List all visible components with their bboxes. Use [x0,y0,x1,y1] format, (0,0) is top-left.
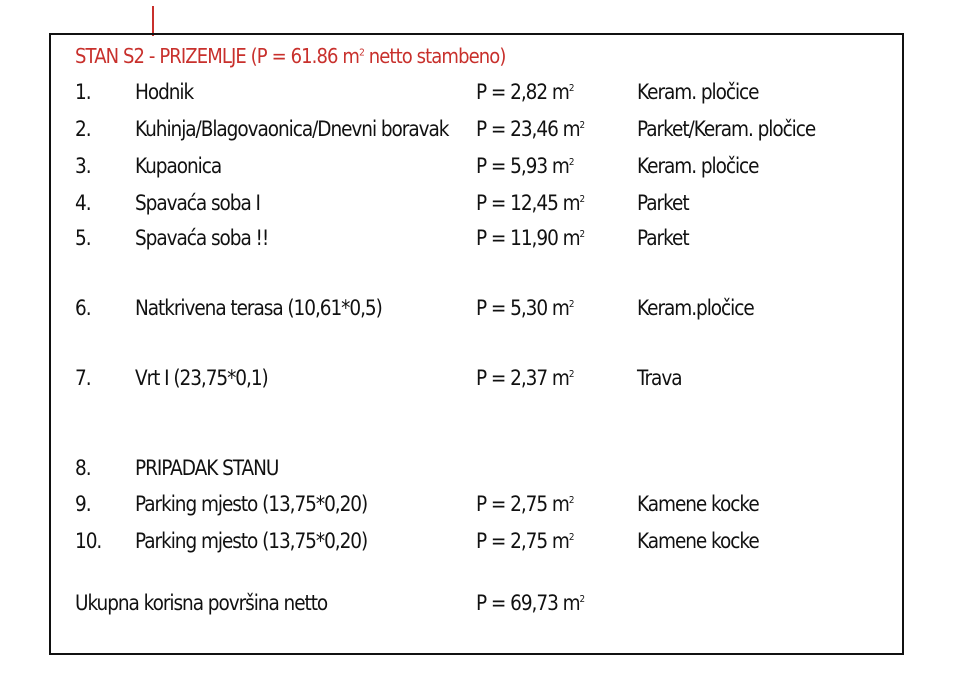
room-name: Kupaonica [135,154,222,178]
room-name: Hodnik [135,80,194,104]
row-number: 4. [75,191,91,215]
room-flooring: Parket [637,226,689,250]
row-number: 8. [75,456,91,480]
page-title [75,44,506,68]
row-number: 5. [75,226,91,250]
row-number: 3. [75,154,91,178]
table-row [0,226,958,256]
table-row [0,492,958,522]
table-row [0,154,958,184]
room-flooring: Kamene kocke [637,492,759,516]
section-heading: PRIPADAK STANU [135,456,279,480]
room-area: P = 23,46 $m^2$ [476,117,585,141]
room-area: P = 5,30 $m^2$ [476,296,574,320]
room-flooring: Keram. pločice [637,80,759,104]
table-row [0,191,958,221]
room-area: P = 2,82 $m^2$ [476,80,574,104]
row-number: 6. [75,296,91,320]
room-area: P = 2,37 $m^2$ [476,366,574,390]
room-flooring: Keram.pločice [637,296,754,320]
title-main: STAN S2 - PRIZEMLJE (P = 61.86 m [75,44,360,68]
room-name: Parking mjesto (13,75*0,20) [135,492,368,516]
room-name: Kuhinja/Blagovaonica/Dnevni boravak [135,117,449,141]
title-superscript: 2 [359,47,364,59]
room-area: P = 12,45 $m^2$ [476,191,585,215]
room-area: P = 11,90 $m^2$ [476,226,585,250]
row-number: 10. [75,529,102,553]
table-row [0,117,958,147]
total-row [0,591,958,621]
row-number: 1. [75,80,91,104]
room-name: Parking mjesto (13,75*0,20) [135,529,368,553]
room-flooring: Keram. pločice [637,154,759,178]
room-flooring: Parket/Keram. pločice [637,117,816,141]
table-row [0,296,958,326]
room-area: P = 5,93 $m^2$ [476,154,574,178]
room-name: Natkrivena terasa (10,61*0,5) [135,296,382,320]
table-row [0,456,958,486]
room-name: Vrt I (23,75*0,1) [135,366,268,390]
table-row [0,80,958,110]
row-number: 2. [75,117,91,141]
room-name: Spavaća soba !! [135,226,269,250]
room-flooring: Parket [637,191,689,215]
room-flooring: Kamene kocke [637,529,759,553]
table-row [0,529,958,559]
row-number: 7. [75,366,91,390]
title-tail: netto stambeno) [363,44,506,68]
room-flooring: Trava [637,366,682,390]
room-name: Spavaća soba I [135,191,260,215]
total-area: P = 69,73 $m^2$ [476,591,585,615]
row-number: 9. [75,492,91,516]
total-label: Ukupna korisna površina netto [75,591,328,615]
table-row [0,366,958,396]
room-area: P = 2,75 $m^2$ [476,492,574,516]
room-area: P = 2,75 $m^2$ [476,529,574,553]
red-marker-line [152,6,154,36]
